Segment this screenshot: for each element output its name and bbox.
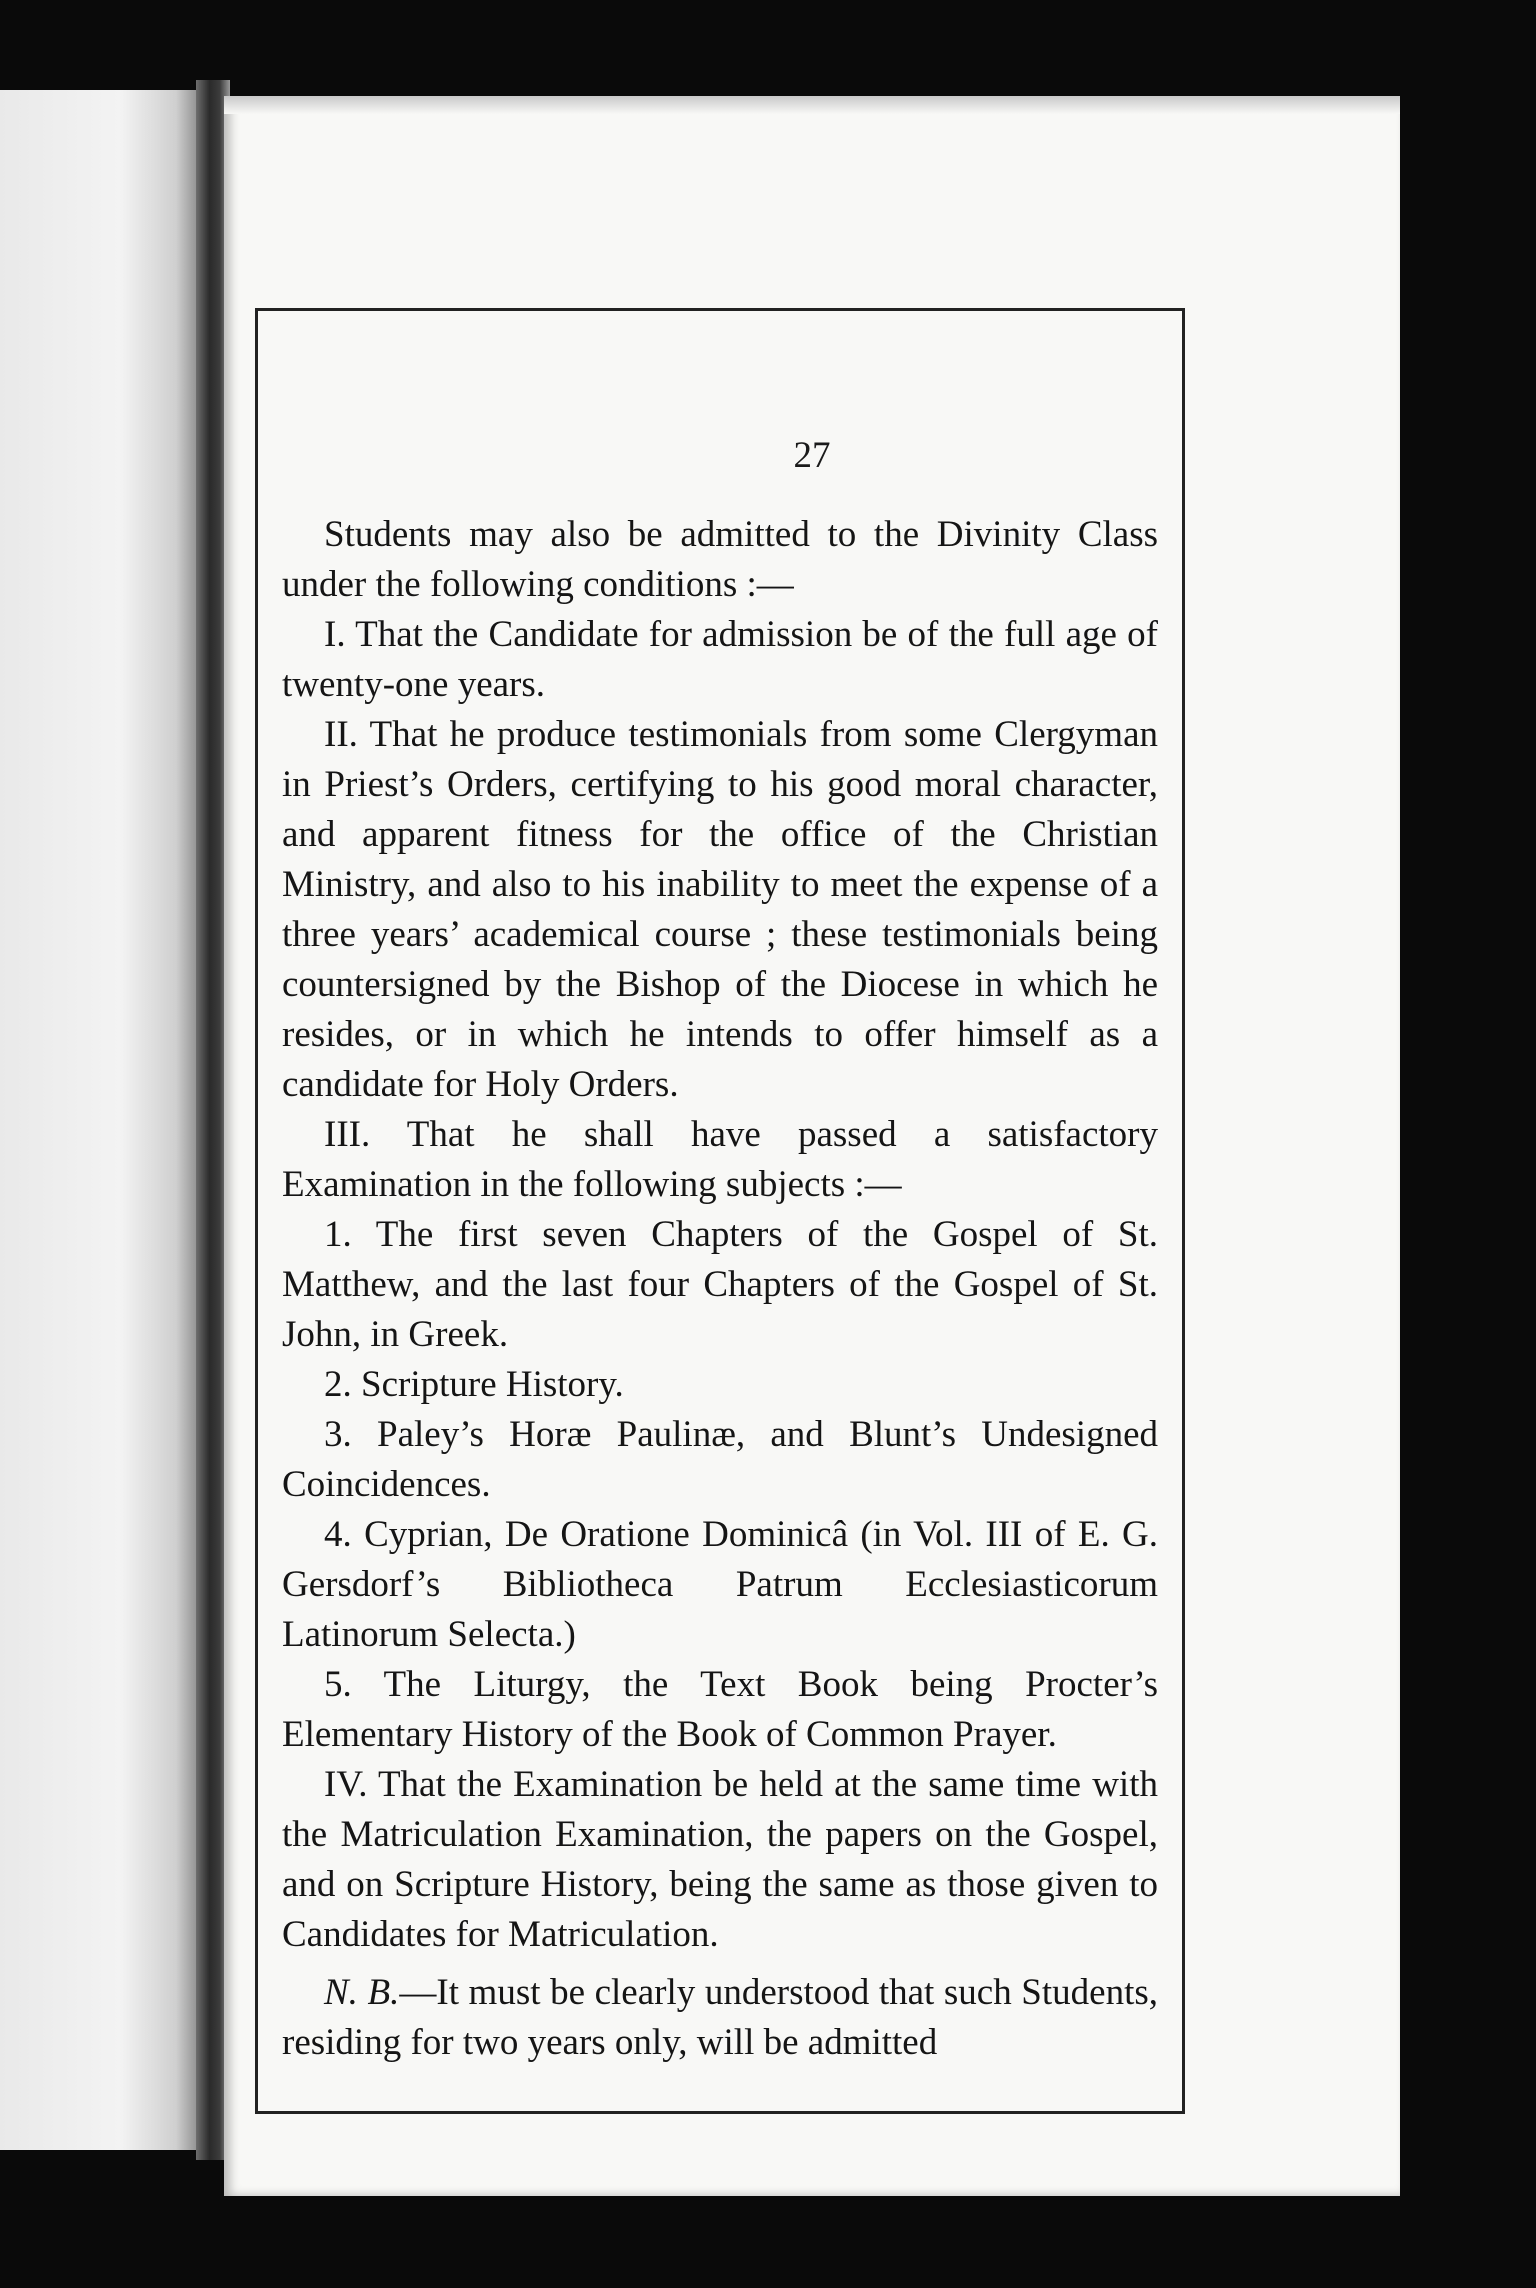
page-top-shade (224, 96, 1400, 114)
note-label: N. B. (324, 1972, 400, 2013)
book-page (224, 96, 1400, 2196)
page-number: 27 (793, 435, 831, 476)
note-text: —It must be clearly understood that such Students, residing for two years only, will be admitted (282, 1972, 1158, 2063)
paragraph-condition-2: II. That he produce testimonials from some Clergyman in Priest’s Orders, certifying to his good moral character, and apparent fitness for the office of the Christian Ministry, and also to his inability to meet the expense of a three years’ academical course ; these testimonials being countersigned by the Bishop of the Diocese in which he resides, or in which he intends to offer himself as a candidate for Holy Orders. (282, 714, 1158, 1105)
left-page-edge (0, 90, 200, 2150)
paragraph-note (282, 1968, 1158, 2068)
paragraph-condition-3: III. That he shall have passed a satisfactory Examination in the following subjects :— (282, 1114, 1158, 1205)
paragraph-subject-2: 2. Scripture History. (324, 1364, 624, 1405)
paragraph-subject-3: 3. Paley’s Horæ Paulinæ, and Blunt’s Undesigned Coincidences. (282, 1414, 1158, 1505)
paragraph-intro: Students may also be admitted to the Divinity Class under the following conditions :— (282, 514, 1158, 605)
paragraph-subject-1: 1. The first seven Chapters of the Gospel of St. Matthew, and the last four Chapters of the Gospel of St. John, in Greek. (282, 1214, 1158, 1355)
paragraph-subject-4: 4. Cyprian, De Oratione Dominicâ (in Vol. III of E. G. Gersdorf’s Bibliotheca Patrum Ecclesiasticorum Latinorum Selecta.) (282, 1514, 1158, 1655)
body-text (282, 510, 1158, 2068)
paragraph-condition-4: IV. That the Examination be held at the same time with the Matriculation Examination, the papers on the Gospel, and on Scripture History, being the same as those given to Candidates for Matriculation. (282, 1764, 1158, 1955)
paragraph-subject-5: 5. The Liturgy, the Text Book being Procter’s Elementary History of the Book of Common Prayer. (282, 1664, 1158, 1755)
paragraph-condition-1: I. That the Candidate for admission be of the full age of twenty-one years. (282, 614, 1158, 705)
